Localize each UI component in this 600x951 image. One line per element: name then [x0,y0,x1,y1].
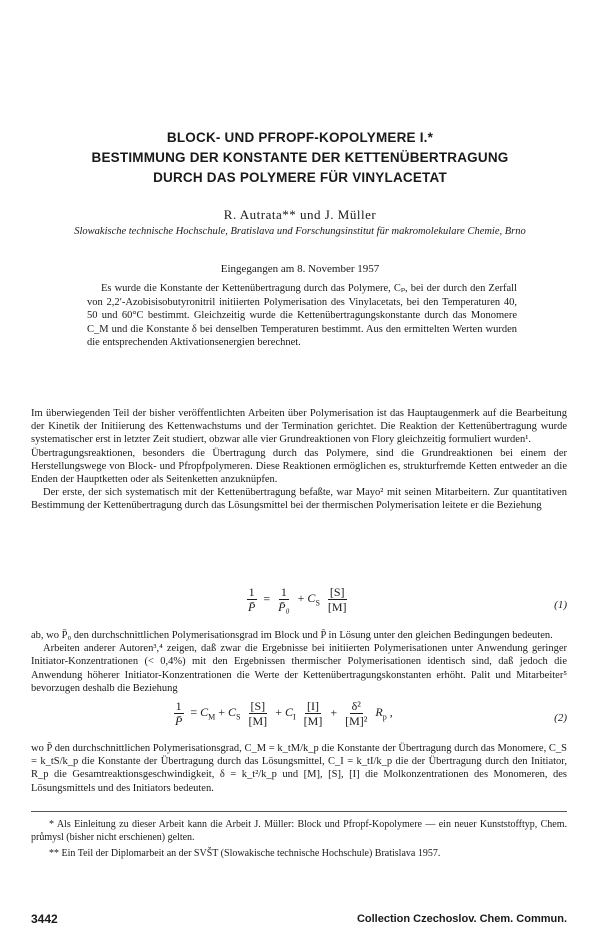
paragraph-text: Übertragungsreaktionen, besonders die Übertragung durch das Polymere, sind die Grundreaktionen bei einem der Herstellungswege von Block- und Pfropfpolymeren. Diese Reaktionen ermöglichen es, strukturfremde Ketten entweder an die Enden der Hauptketten oder als Seitenketten anzuknüpfen. [31,447,567,486]
journal-name: Collection Czechoslov. Chem. Commun. [356,913,567,925]
equation-2: $\frac{1}{P̄}$ = $C_M + C_S$ $\frac{[S]}{[M]}$ + $C_I$ $\frac{[I]}{[M]}$ + $\frac{\text{δ²}}{\text{[M]²}}$ $R_p$ , [175,699,393,728]
body-paragraph-1 [31,407,567,513]
equation-2-number: (2) [554,712,567,724]
footnote-1: * Als Einleitung zu dieser Arbeit kann die Arbeit J. Müller: Block und Pfropf-Kopolymere — ein neuer Kunststofftyp, Chem. průmysl (bisher nicht erschienen) gelten. [31,819,567,843]
footnote-divider [31,811,567,812]
received-date: Eingegangen am 8. November 1957 [220,263,380,275]
paragraph-text: wo P̄ den durchschnittlichen Polymerisationsgrad, C_M = k_tM/k_p die Konstante der Übertragung durch das Monomere, C_S = k_tS/k_p die Konstante der Übertragung durch das Lösungsmittel, C_I = k_tI/k_p die der Übertragung durch den Initiator, R_p die Gesamtreaktionsgeschwindigkeit, δ = k_t²/k_p und [M], [S], [I] die Molkonzentrationen des Monomeren, des Lösungsmittels und des Initiators bedeuten. [31,743,567,794]
paragraph-text: Der erste, der sich systematisch mit der Kettenübertragung befaßte, war Mayo² mit seinen Mitarbeitern. Zur quantitativen Bestimmung der Kettenübertragung durch das Lösungsmittel bei der thermischen Polymerisation leitete er die Beziehung [31,487,567,512]
body-paragraph-2 [31,629,567,695]
article-title-line-1: BLOCK- UND PFROPF-KOPOLYMERE I.* [166,130,434,145]
abstract: Es wurde die Konstante der Kettenübertragung durch das Polymere, Cₚ, bei der durch den Zerfall von 2,2′-Azobisisobutyronitril initiierten Polymerisation des Vinylacetats, bei den Temperaturen 40, 50 und 60°C bestimmt. Gleichzeitig wurde die Kettenübertragungskonstante durch das Monomere C_M und die Konstante δ bei denselben Temperaturen bestimmt. Aus den ermittelten Werten wurden die entsprechenden Aktivationsenergien berechnet. [87,283,517,348]
paragraph-text: Arbeiten anderer Autoren³,⁴ zeigen, daß zwar die Ergebnisse bei initiierten Polymerisationen unter Anwendung geringer Initiator-Konzentrationen (< 0,4%) mit den Ergebnissen thermischer Polymerisationen identisch sind, daß jedoch die Anwendung höherer Initiator-Konzentrationen die Werte der Kettenübertragungskonstanten erhöht. Palit und Mitarbeiter⁵ bevorzugen deshalb die Beziehung [31,643,567,694]
paragraph-text: ab, wo P̄₀ den durchschnittlichen Polymerisationsgrad im Block und P̄ in Lösung unter den gleichen Bedingungen bedeuten. [31,630,553,641]
equation-1: $\frac{1}{P̄}$ = $\frac{1}{\text{P̄₀}}$ + $C_S$ $\frac{[S]}{[M]}$ [248,585,347,614]
paragraph-text: Im überwiegenden Teil der bisher veröffentlichten Arbeiten über Polymerisation ist das Hauptaugenmerk auf die Bearbeitung der Kinetik der Initiierung des Kettenwachstums und der Termination gerichtet. Die Reaktion der Kettenübertragung wurde systematischer erst in letzter Zeit studiert, obzwar alle vier Grundreaktionen von Flory gleichzeitig formuliert wurden¹. [31,408,567,446]
authors: R. Autrata** und J. Müller [223,207,377,222]
page-number: 3442 [31,912,58,926]
body-paragraph-3 [31,742,567,795]
equation-1-number: (1) [554,599,567,611]
affiliation: Slowakische technische Hochschule, Bratislava und Forschungsinstitut für makromolekulare Chemie, Brno [74,226,526,237]
footnote-2: ** Ein Teil der Diplomarbeit an der SVŠT (Slowakische technische Hochschule) Bratislava 1957. [49,848,441,859]
article-title-line-3: DURCH DAS POLYMERE FÜR VINYLACETAT [153,170,447,185]
article-title-line-2: BESTIMMUNG DER KONSTANTE DER KETTENÜBERTRAGUNG [91,150,509,165]
